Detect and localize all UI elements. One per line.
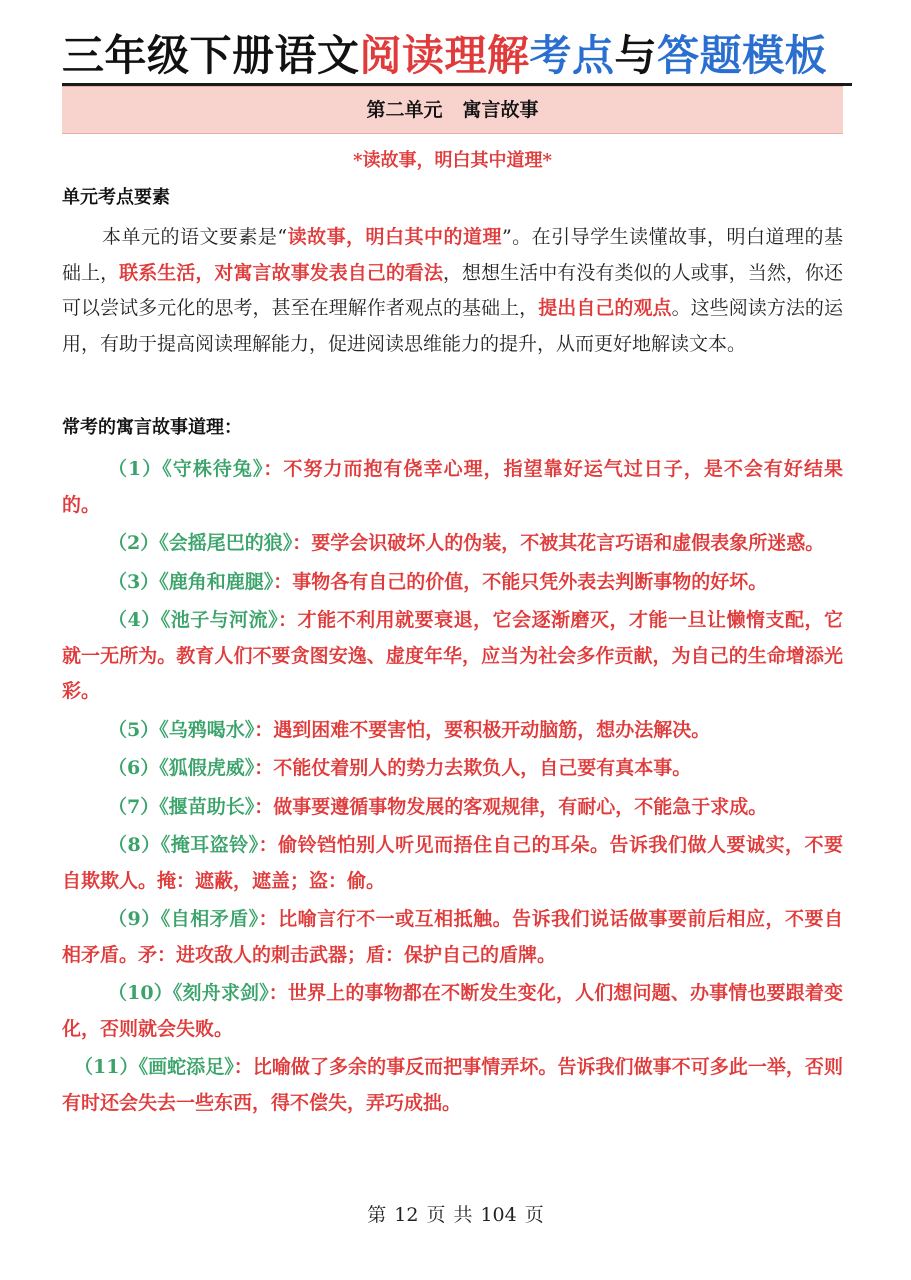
footer-total-label: 共: [453, 1204, 473, 1226]
story-title: 《池子与河流》: [160, 609, 279, 631]
moral-list-item: [62, 790, 843, 826]
page-footer: [0, 1200, 911, 1230]
moral-description: ：世界上的事物都在不断发生变化，人们想问题、办事情也要跟着变化，否则就会失败。: [62, 982, 843, 1040]
highlighted-phrase: 联系生活，对寓言故事发表自己的看法: [119, 261, 443, 284]
moral-number: （4）: [108, 609, 161, 631]
moral-number: （8）: [108, 834, 161, 856]
paragraph-text: 本单元的语文要素是“: [102, 226, 288, 248]
paragraph-text: ”。在引导学生读懂故事，明白道理的基础上，: [62, 226, 843, 284]
moral-list-item: [62, 1050, 843, 1121]
unit-label: 第二单元: [366, 99, 443, 121]
moral-number: （7）: [108, 795, 160, 818]
moral-description: ：遇到困难不要害怕，要积极开动脑筋，想办法解决。: [254, 718, 711, 741]
moral-list-item: [62, 902, 843, 973]
moral-description: ：要学会识破坏人的伪装，不被其花言巧语和虚假表象所迷惑。: [292, 532, 825, 554]
moral-number: （1）: [108, 458, 163, 480]
document-title: [62, 26, 852, 86]
moral-number: （5）: [108, 718, 160, 741]
moral-number: （2）: [108, 532, 160, 554]
moral-number: （9）: [108, 908, 161, 930]
current-page-number: 12: [394, 1204, 419, 1226]
moral-list-item: [62, 526, 843, 562]
story-title: 《会摇尾巴的狼》: [159, 532, 293, 554]
moral-description: ：比喻做了多余的事反而把事情弄坏。告诉我们做事不可多此一举，否则有时还会失去一些东西，得不偿失，弄巧成拙。: [62, 1056, 843, 1114]
story-title: 《揠苗助长》: [159, 795, 255, 818]
title-grade-subject: 三年级下册语文: [62, 31, 360, 80]
morals-list: [62, 452, 843, 1124]
moral-description: ：做事要遵循事物发展的客观规律，有耐心，不能急于求成。: [254, 795, 768, 818]
moral-number: （11）: [74, 1056, 139, 1078]
moral-description: ：不能仗着别人的势力去欺负人，自己要有真本事。: [254, 757, 692, 779]
title-key-points: 考点: [529, 31, 615, 80]
elements-paragraph: [62, 220, 843, 362]
moral-description: ：不努力而抱有侥幸心理，指望靠好运气过日子，是不会有好结果的。: [62, 458, 843, 516]
moral-list-item: [62, 713, 843, 749]
moral-number: （10）: [108, 982, 173, 1004]
moral-list-item: [62, 828, 843, 899]
story-title: 《掩耳盗铃》: [160, 834, 259, 856]
story-title: 《守株待兔》: [162, 458, 264, 480]
footer-total-word: 页: [524, 1204, 544, 1226]
title-and: 与: [614, 31, 658, 80]
moral-description: ：偷铃铛怕别人听见而捂住自己的耳朵。告诉我们做人要诚实，不要自欺欺人。掩：遮蔽，遮盖；盗：偷。: [62, 834, 843, 892]
moral-number: （6）: [108, 757, 160, 779]
title-answer-templates: 答题模板: [657, 31, 828, 80]
story-title: 《乌鸦喝水》: [159, 718, 255, 741]
moral-list-item: [62, 976, 843, 1047]
moral-list-item: [62, 565, 843, 601]
elements-heading: 单元考点要素: [62, 187, 170, 208]
story-title: 《刻舟求剑》: [172, 982, 269, 1004]
unit-subtitle: *读故事，明白其中道理*: [353, 150, 552, 171]
story-title: 《鹿角和鹿腿》: [159, 570, 274, 593]
paragraph-text: 。这些阅读方法的运用，有助于提高阅读理解能力，促进阅读思维能力的提升，从而更好地解读文本。: [62, 297, 843, 355]
moral-list-item: [62, 452, 843, 523]
title-reading-comprehension: 阅读理解: [359, 31, 530, 80]
story-title: 《狐假虎威》: [159, 757, 255, 779]
moral-description: ：才能不利用就要衰退，它会逐渐磨灭，才能一旦让懒惰支配，它就一无所为。教育人们不要贪图安逸、虚度年华，应当为社会多作贡献，为自己的生命增添光彩。: [62, 609, 843, 702]
story-title: 《自相矛盾》: [160, 908, 259, 930]
moral-description: ：事物各有自己的价值，不能只凭外表去判断事物的好坏。: [273, 570, 768, 593]
unit-topic: 寓言故事: [462, 99, 539, 121]
total-pages-number: 104: [480, 1204, 517, 1226]
moral-list-item: [62, 603, 843, 710]
highlighted-phrase: 读故事，明白其中的道理: [287, 226, 502, 248]
footer-page-word: 页: [426, 1204, 446, 1226]
footer-page-label: 第: [367, 1204, 387, 1226]
highlighted-phrase: 提出自己的观点: [538, 297, 672, 319]
morals-heading: 常考的寓言故事道理：: [62, 417, 242, 438]
story-title: 《画蛇添足》: [138, 1056, 234, 1078]
paragraph-text: ，想想生活中有没有类似的人或事，当然，你还可以尝试多元化的思考，甚至在理解作者观点的基础上，: [62, 261, 843, 319]
moral-list-item: [62, 751, 843, 787]
moral-number: （3）: [108, 570, 160, 593]
moral-description: ：比喻言行不一或互相抵触。告诉我们说话做事要前后相应，不要自相矛盾。矛：进攻敌人的刺击武器；盾：保护自己的盾牌。: [62, 908, 843, 966]
unit-banner: [62, 86, 843, 134]
